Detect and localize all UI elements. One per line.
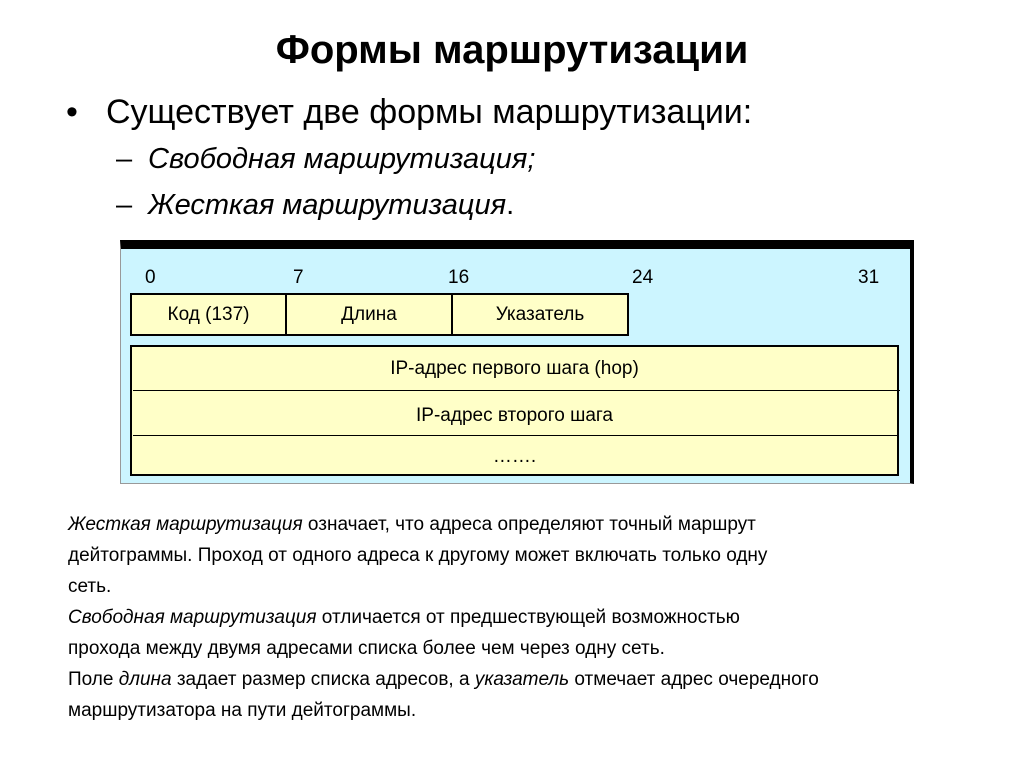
paragraph-free-line-2: прохода между двумя адресами списка более чем через одну сеть. xyxy=(68,638,665,659)
bullet-text: Существует две формы маршрутизации: xyxy=(106,93,753,131)
bit-label-7: 7 xyxy=(293,267,304,288)
field-length: Длина xyxy=(285,293,453,336)
paragraph-fields-line-2: маршрутизатора на пути дейтограммы. xyxy=(68,700,417,721)
bit-label-0: 0 xyxy=(145,267,156,288)
paragraph-strict-line-3: сеть. xyxy=(68,576,112,597)
subitem-suffix: . xyxy=(506,189,515,221)
address-row-second-hop: IP-адрес второго шага xyxy=(416,405,613,426)
bit-label-16: 16 xyxy=(448,267,470,288)
subitem-text: Жесткая маршрутизация xyxy=(148,189,507,221)
subitem-dash: – xyxy=(116,143,133,175)
subitem-strict-routing xyxy=(116,187,514,223)
subitem-text: Свободная маршрутизация; xyxy=(148,143,536,175)
paragraph-free-line-1: Свободная маршрутизация отличается от предшествующей возможностью xyxy=(68,607,740,628)
field-code: Код (137) xyxy=(130,293,287,336)
address-row-ellipsis: ……. xyxy=(492,446,537,467)
address-row-first-hop: IP-адрес первого шага (hop) xyxy=(390,358,639,379)
bit-label-31: 31 xyxy=(858,267,880,288)
row-divider xyxy=(133,435,899,436)
slide-title: Формы маршрутизации xyxy=(275,28,749,72)
term-length: длина xyxy=(118,669,172,690)
packet-format-diagram xyxy=(120,240,914,484)
term-pointer: указатель xyxy=(474,669,570,690)
row-divider xyxy=(133,390,900,391)
bullet-marker: • xyxy=(66,93,78,131)
bullet-item xyxy=(66,90,752,134)
term-free-routing: Свободная маршрутизация xyxy=(68,607,317,628)
paragraph-strict-line-1: Жесткая маршрутизация означает, что адреса определяют точный маршрут xyxy=(68,514,756,535)
field-pointer: Указатель xyxy=(451,293,629,336)
bit-label-24: 24 xyxy=(632,267,654,288)
subitem-dash: – xyxy=(116,189,133,221)
address-list xyxy=(130,345,899,476)
term-strict-routing: Жесткая маршрутизация xyxy=(68,514,303,535)
paragraph-fields-line-1: Поле длина задает размер списка адресов, а указатель отмечает адрес очередного xyxy=(68,669,819,690)
paragraph-strict-line-2: дейтограммы. Проход от одного адреса к другому может включать только одну xyxy=(68,545,768,566)
subitem-free-routing xyxy=(116,141,535,177)
